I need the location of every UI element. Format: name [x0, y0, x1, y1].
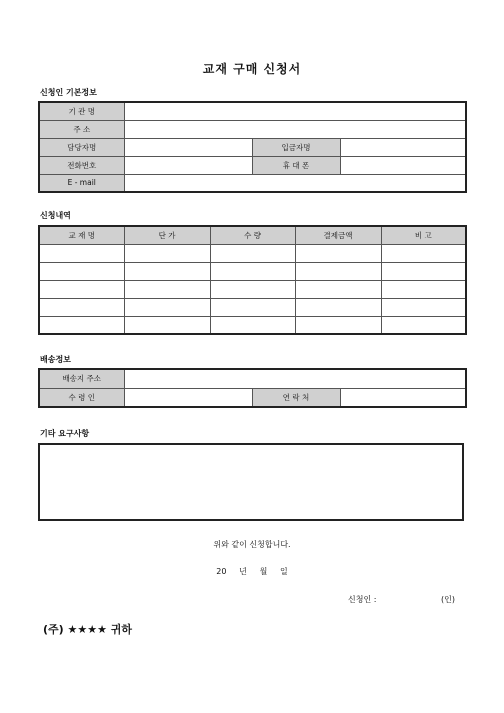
table-cell[interactable] [210, 244, 295, 262]
delivery-address-label: 배송지 주소 [39, 369, 124, 388]
memo-heading: 기타 요구사항 [40, 429, 90, 438]
table-row [39, 262, 466, 280]
table-row [39, 244, 466, 262]
table-cell[interactable] [295, 280, 381, 298]
table-cell[interactable] [39, 298, 124, 316]
table-cell[interactable] [295, 316, 381, 334]
table-cell[interactable] [210, 262, 295, 280]
table-cell[interactable] [39, 316, 124, 334]
email-field[interactable] [124, 174, 466, 192]
table-row [39, 298, 466, 316]
org-name-field[interactable] [124, 102, 466, 120]
table-cell[interactable] [295, 244, 381, 262]
manager-label: 담당자명 [39, 138, 124, 156]
table-cell[interactable] [124, 298, 210, 316]
table-cell[interactable] [381, 298, 466, 316]
delivery-heading: 배송정보 [40, 355, 71, 364]
basic-info-heading: 신청인 기본정보 [40, 88, 97, 97]
phone-label: 전화번호 [39, 156, 124, 174]
mobile-label: 휴 대 폰 [252, 156, 340, 174]
table-cell[interactable] [381, 316, 466, 334]
col-unit-price: 단 가 [124, 226, 210, 244]
order-table [38, 225, 467, 335]
order-heading: 신청내역 [40, 211, 71, 220]
table-cell[interactable] [295, 262, 381, 280]
email-label: E - mail [39, 174, 124, 192]
basic-info-table [38, 101, 467, 193]
table-cell[interactable] [39, 244, 124, 262]
delivery-table [38, 368, 467, 408]
delivery-address-field[interactable] [124, 369, 466, 388]
statement-text: 위와 같이 신청합니다. [213, 540, 291, 549]
table-cell[interactable] [210, 316, 295, 334]
receiver-label: 수 령 인 [39, 388, 124, 407]
receiver-field[interactable] [124, 388, 252, 407]
col-quantity: 수 량 [210, 226, 295, 244]
table-cell[interactable] [210, 298, 295, 316]
col-payment: 결제금액 [295, 226, 381, 244]
table-row [39, 280, 466, 298]
table-cell[interactable] [39, 262, 124, 280]
mobile-field[interactable] [340, 156, 466, 174]
table-row [39, 316, 466, 334]
org-name-label: 기 관 명 [39, 102, 124, 120]
phone-field[interactable] [124, 156, 252, 174]
depositor-label: 입금자명 [252, 138, 340, 156]
date-line: 20 년 월 일 [216, 567, 288, 576]
contact-field[interactable] [340, 388, 466, 407]
recipient-line: (주) ★★★★ 귀하 [43, 623, 133, 636]
depositor-field[interactable] [340, 138, 466, 156]
table-cell[interactable] [210, 280, 295, 298]
table-cell[interactable] [381, 262, 466, 280]
table-cell[interactable] [39, 280, 124, 298]
manager-field[interactable] [124, 138, 252, 156]
table-cell[interactable] [381, 280, 466, 298]
table-cell[interactable] [295, 298, 381, 316]
form-title: 교재 구매 신청서 [202, 62, 302, 76]
col-book-name: 교 재 명 [39, 226, 124, 244]
table-cell[interactable] [124, 244, 210, 262]
table-cell[interactable] [381, 244, 466, 262]
col-remarks: 비 고 [381, 226, 466, 244]
table-cell[interactable] [124, 316, 210, 334]
table-cell[interactable] [124, 262, 210, 280]
address-field[interactable] [124, 120, 466, 138]
table-cell[interactable] [124, 280, 210, 298]
stamp-mark: (인) [441, 595, 455, 604]
address-label: 주 소 [39, 120, 124, 138]
memo-field[interactable] [38, 443, 464, 521]
contact-label: 연 락 처 [252, 388, 340, 407]
applicant-label: 신청인 : [348, 595, 377, 604]
